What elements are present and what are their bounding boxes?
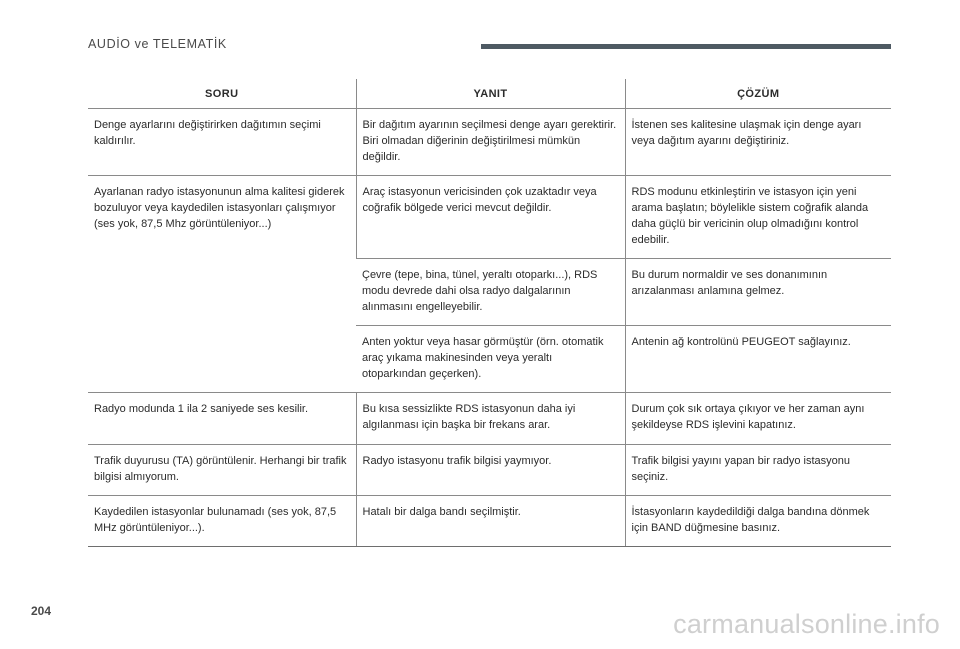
question-cell: Denge ayarlarını değiştirirken dağıtımın seçimi kaldırılır. [88, 109, 356, 176]
solution-cell: Durum çok sık ortaya çıkıyor ve her zaman aynı şekildeyse RDS işlevini kapatınız. [625, 393, 891, 445]
question-cell: Kaydedilen istasyonlar bulunamadı (ses yok, 87,5 MHz görüntüleniyor...). [88, 496, 356, 547]
table-row [88, 176, 891, 259]
answer-cell: Bir dağıtım ayarının seçilmesi denge ayarı gerektirir. Biri olmadan diğerinin değiştirilmesi mümkün değildir. [356, 109, 625, 176]
table-row [88, 109, 891, 176]
answer-cell: Anten yoktur veya hasar görmüştür (örn. otomatik araç yıkama makinesinden veya yeraltı otoparkından geçerken). [356, 326, 625, 393]
troubleshooting-table [88, 79, 891, 547]
column-header-answer: YANIT [356, 79, 625, 109]
section-title: AUDİO ve TELEMATİK [88, 37, 227, 51]
question-cell: Ayarlanan radyo istasyonunun alma kalitesi giderek bozuluyor veya kaydedilen istasyonları çalışmıyor (ses yok, 87,5 Mhz görüntüleniyor...) [88, 176, 356, 393]
table-header-row [88, 79, 891, 109]
answer-cell: Hatalı bir dalga bandı seçilmiştir. [356, 496, 625, 547]
answer-cell: Bu kısa sessizlikte RDS istasyonun daha iyi algılanması için başka bir frekans arar. [356, 393, 625, 445]
question-cell: Trafik duyurusu (TA) görüntülenir. Herhangi bir trafik bilgisi almıyorum. [88, 445, 356, 496]
solution-cell: Bu durum normaldir ve ses donanımının arızalanması anlamına gelmez. [625, 259, 891, 326]
answer-cell: Araç istasyonun vericisinden çok uzaktadır veya coğrafik bölgede verici mevcut değildir. [356, 176, 625, 259]
page-number: 204 [31, 604, 52, 618]
answer-cell: Çevre (tepe, bina, tünel, yeraltı otoparkı...), RDS modu devrede dahi olsa radyo dalgalarının alınmasını engelleyebilir. [356, 259, 625, 326]
column-header-question: SORU [88, 79, 356, 109]
question-cell: Radyo modunda 1 ila 2 saniyede ses kesilir. [88, 393, 356, 445]
table-row [88, 496, 891, 547]
solution-cell: İstasyonların kaydedildiği dalga bandına dönmek için BAND düğmesine basınız. [625, 496, 891, 547]
table-row [88, 393, 891, 445]
watermark-text: carmanualsonline.info [673, 609, 940, 639]
solution-cell: RDS modunu etkinleştirin ve istasyon için yeni arama başlatın; böylelikle sistem coğrafik alanda daha güçlü bir vericinin olup olmadığını kontrol edebilir. [625, 176, 891, 259]
answer-cell: Radyo istasyonu trafik bilgisi yaymıyor. [356, 445, 625, 496]
column-header-solution: ÇÖZÜM [625, 79, 891, 109]
solution-cell: İstenen ses kalitesine ulaşmak için denge ayarı veya dağıtım ayarını değiştiriniz. [625, 109, 891, 176]
solution-cell: Trafik bilgisi yayını yapan bir radyo istasyonu seçiniz. [625, 445, 891, 496]
table-row [88, 445, 891, 496]
header-accent-bar [481, 44, 891, 49]
solution-cell: Antenin ağ kontrolünü PEUGEOT sağlayınız. [625, 326, 891, 393]
